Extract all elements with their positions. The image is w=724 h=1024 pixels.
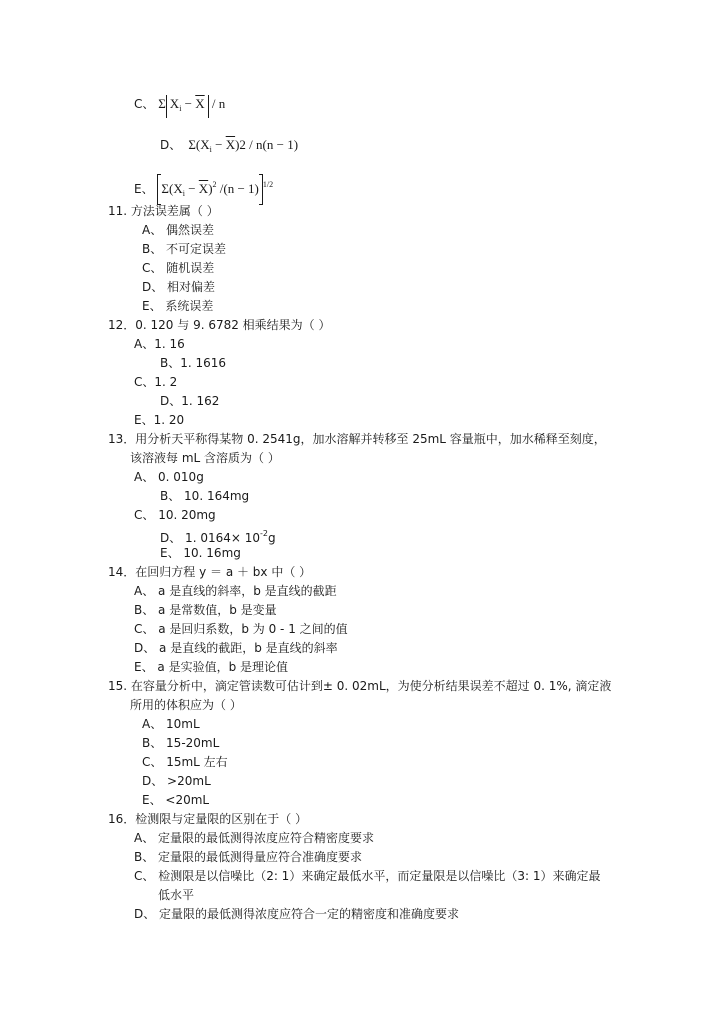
q15-stem-line1: 15. 在容量分析中，滴定管读数可估计到± 0. 02mL，为使分析结果误差不超过 0. 1%, 滴定液 xyxy=(108,679,612,693)
q16-option-a: A、 定量限的最低测得浓度应符合精密度要求 xyxy=(134,831,375,845)
q16-option-b: B、 定量限的最低测得量应符合准确度要求 xyxy=(134,850,363,864)
q11-option-c: C、 随机误差 xyxy=(142,261,215,275)
q11-option-d: D、 相对偏差 xyxy=(142,280,216,294)
q13-option-b: B、 10. 164mg xyxy=(160,489,250,503)
q14-option-a: A、 a 是直线的斜率，b 是直线的截距 xyxy=(134,584,337,598)
q13-option-a: A、 0. 010g xyxy=(134,470,204,484)
q12-option-d: D、1. 162 xyxy=(160,394,220,408)
formula-e: $\Sigma(X_i - \overline{X})^2$ /(n − 1) $^{1/2}$ xyxy=(157,181,273,196)
q14-option-d: D、 a 是直线的截距，b 是直线的斜率 xyxy=(134,641,338,655)
q16-option-c-cont: 低水平 xyxy=(158,888,195,902)
q14-option-b: B、 a 是常数值，b 是变量 xyxy=(134,603,277,617)
q15-option-a: A、 10mL xyxy=(142,717,200,731)
formula-d: $\Sigma(X_i - \overline{X})2 / n(n - 1)$ xyxy=(185,137,299,154)
q11-option-e: E、 系统误差 xyxy=(142,299,214,313)
q12-option-e: E、1. 20 xyxy=(134,413,185,427)
q15-stem-line2: 所用的体积应为（ ） xyxy=(130,698,242,712)
q13-option-c: C、 10. 20mg xyxy=(134,508,216,522)
q13-option-e: E、 10. 16mg xyxy=(160,546,241,560)
q11-option-b: B、 不可定误差 xyxy=(142,242,227,256)
q11-option-a: A、 偶然误差 xyxy=(142,223,215,237)
q12-option-a: A、1. 16 xyxy=(134,337,185,351)
formula-c: Σ $X_i - \overline{X} / n$ xyxy=(158,96,225,111)
q11-stem: 11. 方法误差属（ ） xyxy=(108,204,219,218)
q13-option-d: D、 1. $0164\times 10^{-2}g$ xyxy=(160,529,276,545)
q13-stem-line1: 13．用分析天平称得某物 0. 2541g，加水溶解并转移至 25mL 容量瓶中，加水稀释至刻度， xyxy=(108,432,606,446)
q10-option-e: E、 $\Sigma(X_i - \overline{X})^2$ /(n − 1) $^{1/2}$ xyxy=(134,174,273,205)
q12-option-c: C、1. 2 xyxy=(134,375,178,389)
q16-stem: 16．检测限与定量限的区别在于（ ） xyxy=(108,812,308,826)
q12-option-b: B、1. 1616 xyxy=(160,356,227,370)
q14-stem: 14．在回归方程 y ＝ a ＋ bx 中（ ） xyxy=(108,565,312,579)
q15-option-b: B、 15-20mL xyxy=(142,736,220,750)
q12-stem: 12．0. 120 与 9. 6782 相乘结果为（ ） xyxy=(108,318,331,332)
q16-option-d: D、 定量限的最低测得浓度应符合一定的精密度和准确度要求 xyxy=(134,907,460,921)
q16-option-c: C、 检测限是以信噪比（2: 1）来确定最低水平，而定量限是以信噪比（3: 1）来确定最 xyxy=(134,869,601,883)
q10-option-c: C、 Σ $X_i - \overline{X} / n$ xyxy=(134,95,225,118)
q14-option-e: E、 a 是实验值，b 是理论值 xyxy=(134,660,288,674)
q15-option-e: E、 <20mL xyxy=(142,793,210,807)
q13-stem-line2: 该溶液每 mL 含溶质为（ ） xyxy=(130,451,280,465)
q15-option-d: D、 >20mL xyxy=(142,774,211,788)
q15-option-c: C、 15mL 左右 xyxy=(142,755,228,769)
q10-option-d: D、 $\Sigma(X_i - \overline{X})2 / n(n - 1)$ xyxy=(160,137,299,154)
q14-option-c: C、 a 是回归系数，b 为 0 - 1 之间的值 xyxy=(134,622,348,636)
